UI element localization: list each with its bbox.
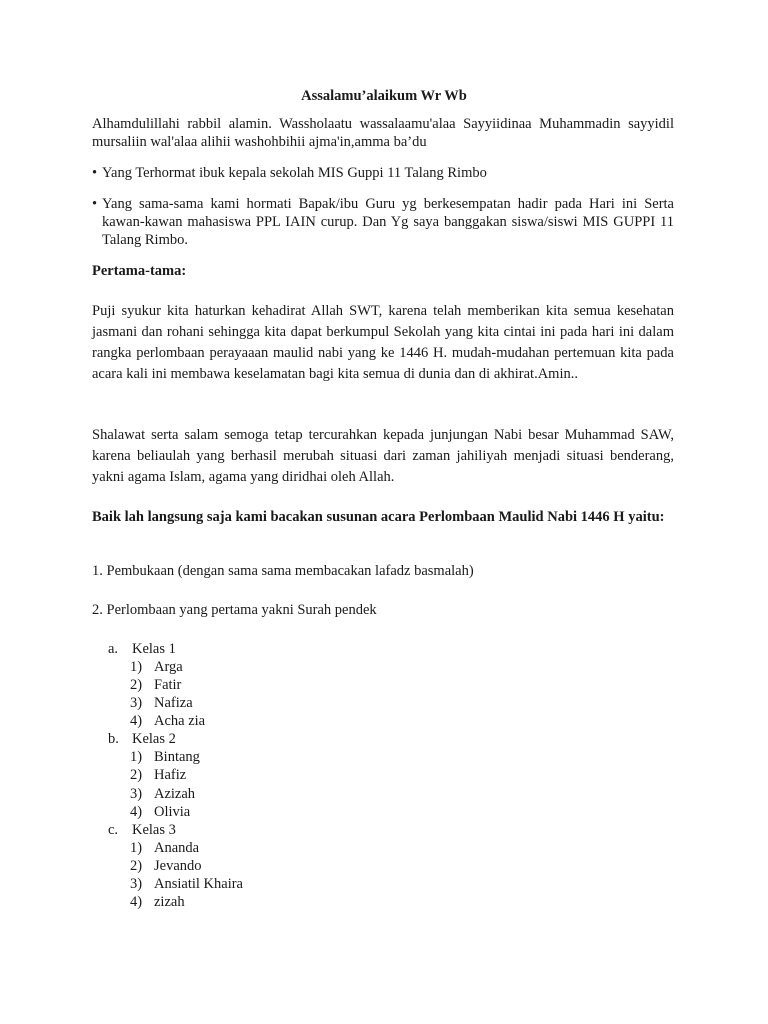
class-label: a. [108,641,119,657]
item-number: 4) [130,804,143,820]
item-number: 3) [130,876,143,892]
class-name: Kelas 2 [132,731,176,747]
item-number: 4) [130,713,143,729]
list-item [130,786,195,803]
participant-name: Olivia [154,804,191,820]
item-number: 1) [130,749,143,765]
agenda-item: 1. Pembukaan (dengan sama sama membacakan lafadz basmalah) [92,563,474,579]
list-item [130,659,183,676]
agenda-item: 2. Perlombaan yang pertama yakni Surah pendek [92,602,377,618]
body-paragraph: Puji syukur kita haturkan kehadirat Allah SWT, karena telah memberikan kita semua kesehatan jasmani dan rohani sehingga kita dapat berkumpul Sekolah yang kita cintai ini pada hari ini dalam rangka perlombaan perayaaan maulid nabi yang ke 1446 H. mudah-mudahan pertemuan kita pada acara kali ini membawa keselamatan bagi kita semua di dunia dan di akhirat.Amin.. [92,303,674,382]
item-number: 3) [130,786,143,802]
class-heading [108,731,176,748]
item-number: 3) [130,695,143,711]
item-number: 2) [130,767,143,783]
participant-name: Acha zia [154,713,206,729]
bullet-symbol: • [92,165,98,181]
bullet-item [92,195,674,249]
list-item [130,876,243,893]
item-number: 2) [130,677,143,693]
list-item [130,677,181,694]
class-label: b. [108,731,119,747]
bullet-symbol: • [92,196,98,212]
participant-name: zizah [154,894,185,910]
participant-name: Fatir [154,677,182,693]
list-item [130,713,205,730]
bullet-text: Yang sama-sama kami hormati Bapak/ibu Guru yg berkesempatan hadir pada Hari ini Serta kawan-kawan mahasiswa PPL IAIN curup. Dan Yg saya banggakan siswa/siswi MIS GUPPI 11 Talang Rimbo. [102,196,674,248]
bullet-item [92,164,674,182]
list-item [130,695,193,712]
greeting-title: Assalamu’alaikum Wr Wb [301,88,467,104]
list-item [130,858,202,875]
item-number: 1) [130,840,143,856]
class-heading [108,822,176,839]
item-number: 1) [130,659,143,675]
class-heading [108,641,176,658]
bullet-text: Yang Terhormat ibuk kepala sekolah MIS Guppi 11 Talang Rimbo [102,165,487,181]
participant-name: Hafiz [154,767,187,783]
participant-name: Ananda [154,840,200,856]
section-heading: Pertama-tama: [92,263,187,279]
participant-name: Bintang [154,749,200,765]
participant-name: Nafiza [154,695,193,711]
opening-paragraph: Alhamdulillahi rabbil alamin. Wassholaatu wassalaamu'alaa Sayyiidinaa Muhammadin sayyidil mursaliin wal'alaa alihii washohbihii ajma'in,amma ba’du [92,116,674,150]
list-item [130,749,200,766]
participant-name: Azizah [154,786,196,802]
list-item [130,894,185,911]
list-item [130,840,199,857]
item-number: 4) [130,894,143,910]
class-name: Kelas 1 [132,641,176,657]
item-number: 2) [130,858,143,874]
body-paragraph: Shalawat serta salam semoga tetap tercurahkan kepada junjungan Nabi besar Muhammad SAW, karena beliaulah yang berhasil merubah situasi dari zaman jahiliyah menjadi situasi benderang, yakni agama Islam, agama yang diridhai oleh Allah. [92,427,674,485]
list-item [130,804,190,821]
participant-name: Arga [154,659,183,675]
class-label: c. [108,822,119,838]
class-name: Kelas 3 [132,822,176,838]
participant-name: Ansiatil Khaira [154,876,243,892]
agenda-heading: Baik lah langsung saja kami bacakan susunan acara Perlombaan Maulid Nabi 1446 H yaitu: [92,509,665,525]
participant-name: Jevando [154,858,202,874]
list-item [130,767,186,784]
